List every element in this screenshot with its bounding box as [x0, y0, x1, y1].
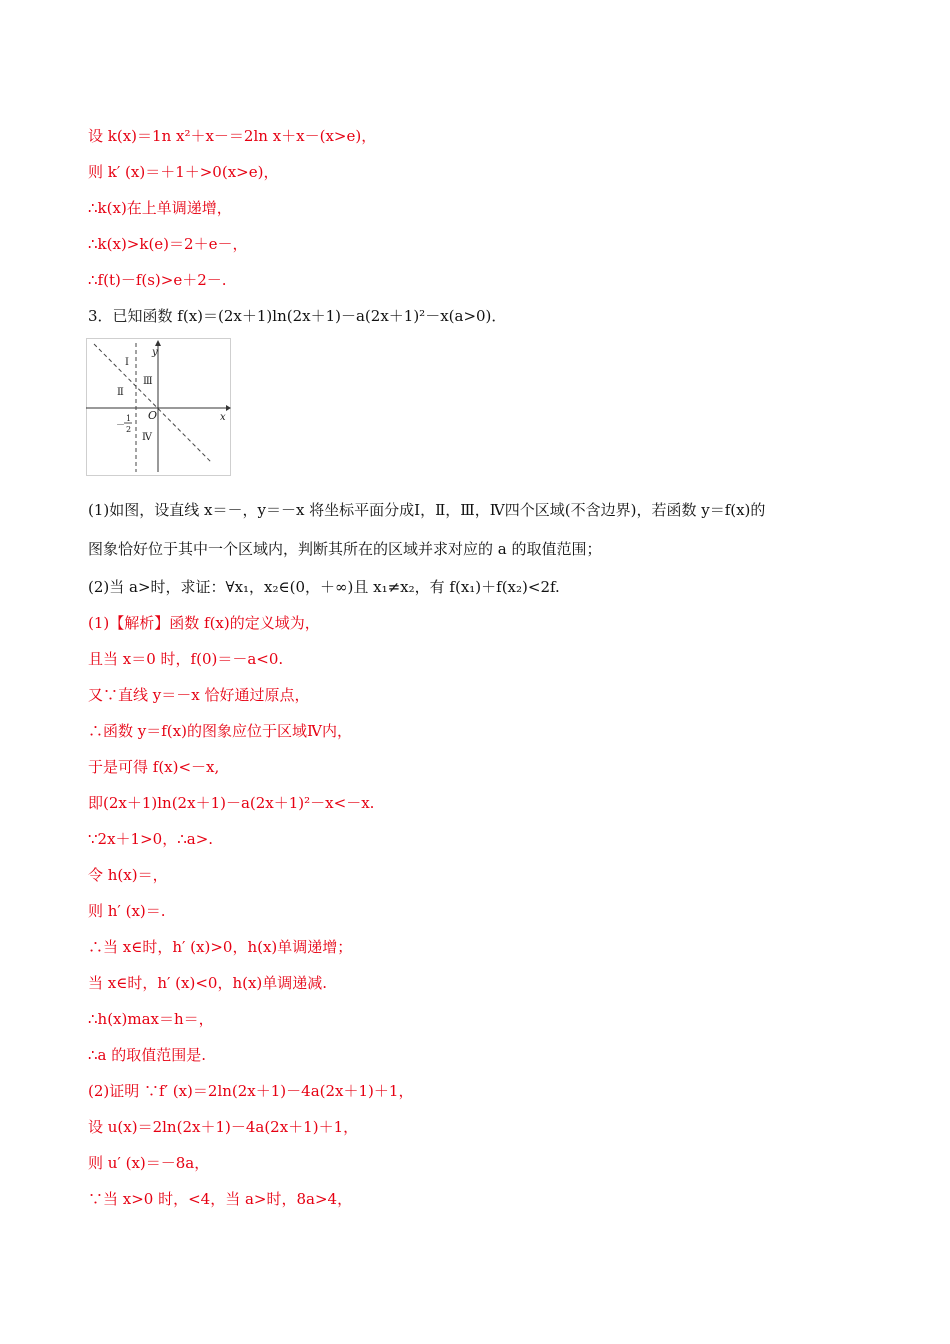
- solution-line-through-origin: 又∵直线 y＝－x 恰好通过原点，: [88, 686, 310, 704]
- solution-inequality: 于是可得 f(x)<－x,: [88, 758, 220, 776]
- problem-3-statement: 3．已知函数 f(x)＝(2x＋1)ln(2x＋1)－a(2x＋1)²－x(a>0)．: [88, 307, 507, 325]
- region-4-label: Ⅳ: [142, 432, 152, 443]
- solution-line-k-derivative: 则 k′ (x)＝＋1＋>0(x>e)，: [88, 163, 279, 181]
- solution-u-condition: ∵当 x>0 时，<4，当 a>时，8a>4，: [88, 1190, 353, 1208]
- line-y-neg-x: [94, 344, 211, 462]
- solution-part-1-intro: (1)【解析】函数 f(x)的定义域为，: [88, 614, 320, 632]
- y-axis-arrow: [155, 340, 161, 346]
- solution-line-conclusion: ∴f(t)－f(s)>e＋2－.: [88, 271, 227, 289]
- solution-a-bound: ∵2x＋1>0，∴a>.: [88, 830, 214, 848]
- problem-part-1-line-1: (1)如图，设直线 x＝－，y＝－x 将坐标平面分成Ⅰ，Ⅱ，Ⅲ，Ⅳ四个区域(不含边界)，若函数 y＝f(x)的: [88, 501, 766, 519]
- solution-a-range: ∴a 的取值范围是.: [88, 1046, 207, 1064]
- origin-label: O: [148, 409, 158, 422]
- solution-expanded-inequality: 即(2x＋1)ln(2x＋1)－a(2x＋1)²－x<－x.: [88, 794, 375, 812]
- region-1-label: Ⅰ: [125, 357, 129, 368]
- solution-u-definition: 设 u(x)＝2ln(2x＋1)－4a(2x＋1)＋1，: [88, 1118, 359, 1136]
- region-2-label: Ⅱ: [117, 387, 124, 398]
- solution-u-derivative: 则 u′ (x)＝－8a，: [88, 1154, 210, 1172]
- problem-part-1-line-2: 图象恰好位于其中一个区域内，判断其所在的区域并求对应的 a 的取值范围；: [88, 540, 602, 558]
- neg-sign-label: －: [116, 421, 126, 431]
- solution-region-4: ∴函数 y＝f(x)的图象应位于区域Ⅳ内，: [88, 722, 352, 740]
- problem-part-2: (2)当 a>时，求证：∀x₁，x₂∈(0，＋∞)且 x₁≠x₂，有 f(x₁)＋f(x₂)<2f.: [88, 578, 560, 596]
- solution-h-definition: 令 h(x)＝，: [88, 866, 168, 884]
- half-denominator: 2: [126, 425, 132, 434]
- y-axis-label: y: [152, 347, 158, 358]
- solution-h-increasing: ∴当 x∈时，h′ (x)>0，h(x)单调递增；: [88, 938, 353, 956]
- solution-line-k-definition: 设 k(x)＝1n x²＋x－＝2ln x＋x－(x>e)，: [88, 127, 377, 145]
- solution-line-k-increasing: ∴k(x)在上单调递增，: [88, 199, 232, 217]
- solution-f0: 且当 x＝0 时，f(0)＝－a<0.: [88, 650, 284, 668]
- solution-h-derivative: 则 h′ (x)＝.: [88, 902, 166, 920]
- half-numerator: 1: [126, 414, 132, 423]
- coordinate-figure: [86, 338, 231, 476]
- region-3-label: Ⅲ: [143, 376, 153, 387]
- solution-h-max: ∴h(x)max＝h＝，: [88, 1010, 214, 1028]
- x-axis-label: x: [220, 412, 226, 423]
- solution-line-k-bound: ∴k(x)>k(e)＝2＋e－，: [88, 235, 248, 253]
- solution-h-decreasing: 当 x∈时，h′ (x)<0，h(x)单调递减.: [88, 974, 328, 992]
- solution-part-2-proof: (2)证明 ∵f′ (x)＝2ln(2x＋1)－4a(2x＋1)＋1，: [88, 1082, 414, 1100]
